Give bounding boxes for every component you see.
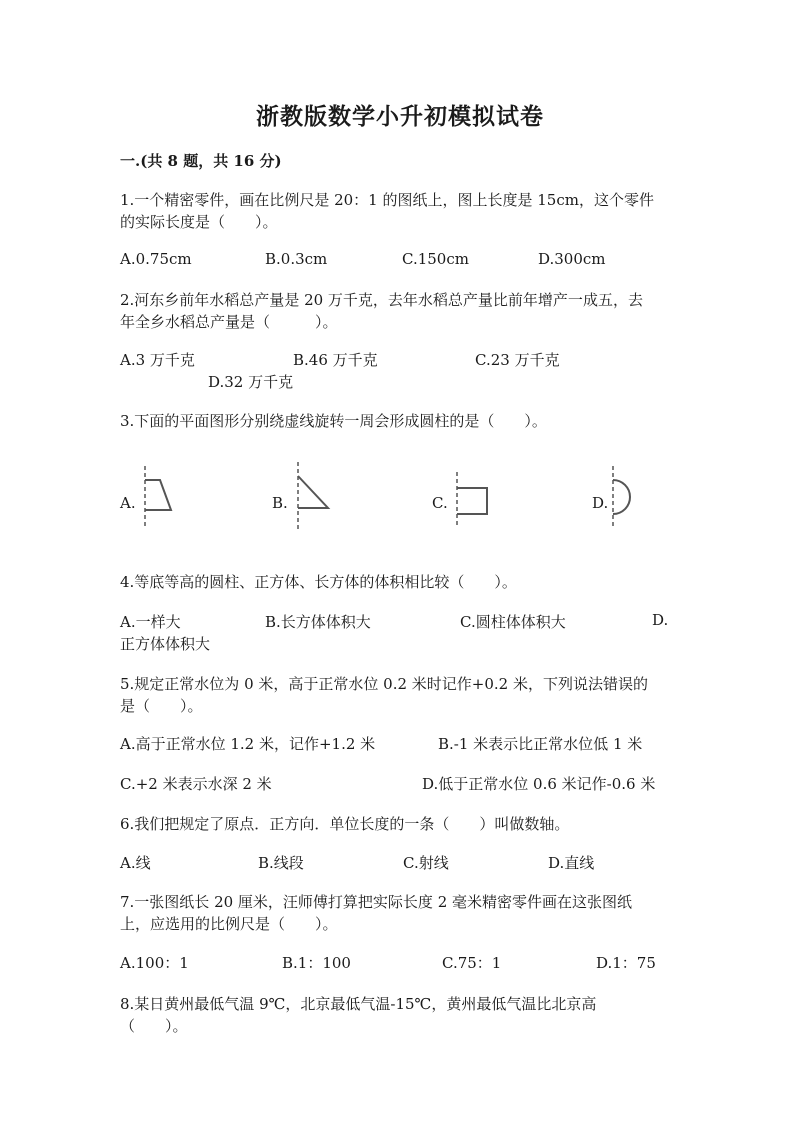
question-8-text-line1: 8.某日黄州最低气温 9℃，北京最低气温-15℃，黄州最低气温比北京高 — [120, 995, 597, 1013]
figure-a-label: A. — [120, 494, 136, 512]
question-1-option-c: C.150cm — [402, 250, 469, 268]
figure-d-label: D. — [592, 494, 609, 512]
figure-c-label: C. — [432, 494, 448, 512]
question-7-text-line1: 7.一张图纸长 20 厘米，汪师傅打算把实际长度 2 毫米精密零件画在这张图纸 — [120, 893, 633, 911]
question-1-option-d: D.300cm — [538, 250, 606, 268]
question-5-option-d: D.低于正常水位 0.6 米记作-0.6 米 — [422, 775, 656, 793]
question-6-option-b: B.线段 — [258, 854, 304, 872]
question-8-text-line2: （ ）。 — [120, 1017, 188, 1035]
question-5-text-line1: 5.规定正常水位为 0 米，高于正常水位 0.2 米时记作+0.2 米，下列说法错误的 — [120, 675, 648, 693]
question-1-option-b: B.0.3cm — [265, 250, 328, 268]
page-title: 浙教版数学小升初模拟试卷 — [256, 103, 544, 130]
question-4-option-a: A.一样大 — [120, 613, 181, 631]
question-1-text-line2: 的实际长度是（ ）。 — [120, 213, 278, 231]
question-7-option-c: C.75：1 — [442, 954, 502, 972]
figure-b-label: B. — [272, 494, 288, 512]
figure-d-semicircle — [605, 466, 645, 530]
question-6-option-c: C.射线 — [403, 854, 449, 872]
question-7-option-a: A.100：1 — [120, 954, 189, 972]
figure-a-trapezoid — [138, 466, 178, 530]
question-5-option-b: B.-1 米表示比正常水位低 1 米 — [438, 735, 643, 753]
question-2-option-b: B.46 万千克 — [293, 351, 378, 369]
question-1-text-line1: 1.一个精密零件，画在比例尺是 20：1 的图纸上，图上长度是 15cm，这个零件 — [120, 191, 654, 209]
question-4-option-c: C.圆柱体体积大 — [460, 613, 566, 631]
question-2-text-line2: 年全乡水稻总产量是（ ）。 — [120, 313, 338, 331]
question-5-option-c: C.+2 米表示水深 2 米 — [120, 775, 272, 793]
section-heading: 一.(共 8 题，共 16 分) — [120, 152, 282, 170]
question-5-option-a: A.高于正常水位 1.2 米，记作+1.2 米 — [120, 735, 376, 753]
question-7-text-line2: 上，应选用的比例尺是（ ）。 — [120, 915, 338, 933]
question-4-option-d-text: 正方体体积大 — [120, 635, 211, 653]
figure-b-triangle — [290, 462, 335, 532]
figure-c-rectangle — [450, 472, 492, 528]
question-7-option-d: D.1：75 — [596, 954, 656, 972]
question-2-text-line1: 2.河东乡前年水稻总产量是 20 万千克，去年水稻总产量比前年增产一成五，去 — [120, 291, 643, 309]
question-4-text: 4.等底等高的圆柱、正方体、长方体的体积相比较（ ）。 — [120, 573, 517, 591]
question-7-option-b: B.1：100 — [282, 954, 351, 972]
question-2-option-c: C.23 万千克 — [475, 351, 560, 369]
question-5-text-line2: 是（ ）。 — [120, 697, 203, 715]
question-1-option-a: A.0.75cm — [120, 250, 192, 268]
question-4-option-b: B.长方体体积大 — [265, 613, 371, 631]
question-3-text: 3.下面的平面图形分别绕虚线旋转一周会形成圆柱的是（ ）。 — [120, 412, 547, 430]
question-4-option-d: D. — [652, 611, 669, 629]
question-6-option-d: D.直线 — [548, 854, 595, 872]
question-6-option-a: A.线 — [120, 854, 151, 872]
question-6-text: 6.我们把规定了原点．正方向．单位长度的一条（ ）叫做数轴。 — [120, 815, 570, 833]
question-2-option-a: A.3 万千克 — [120, 351, 195, 369]
question-2-option-d: D.32 万千克 — [208, 373, 294, 391]
